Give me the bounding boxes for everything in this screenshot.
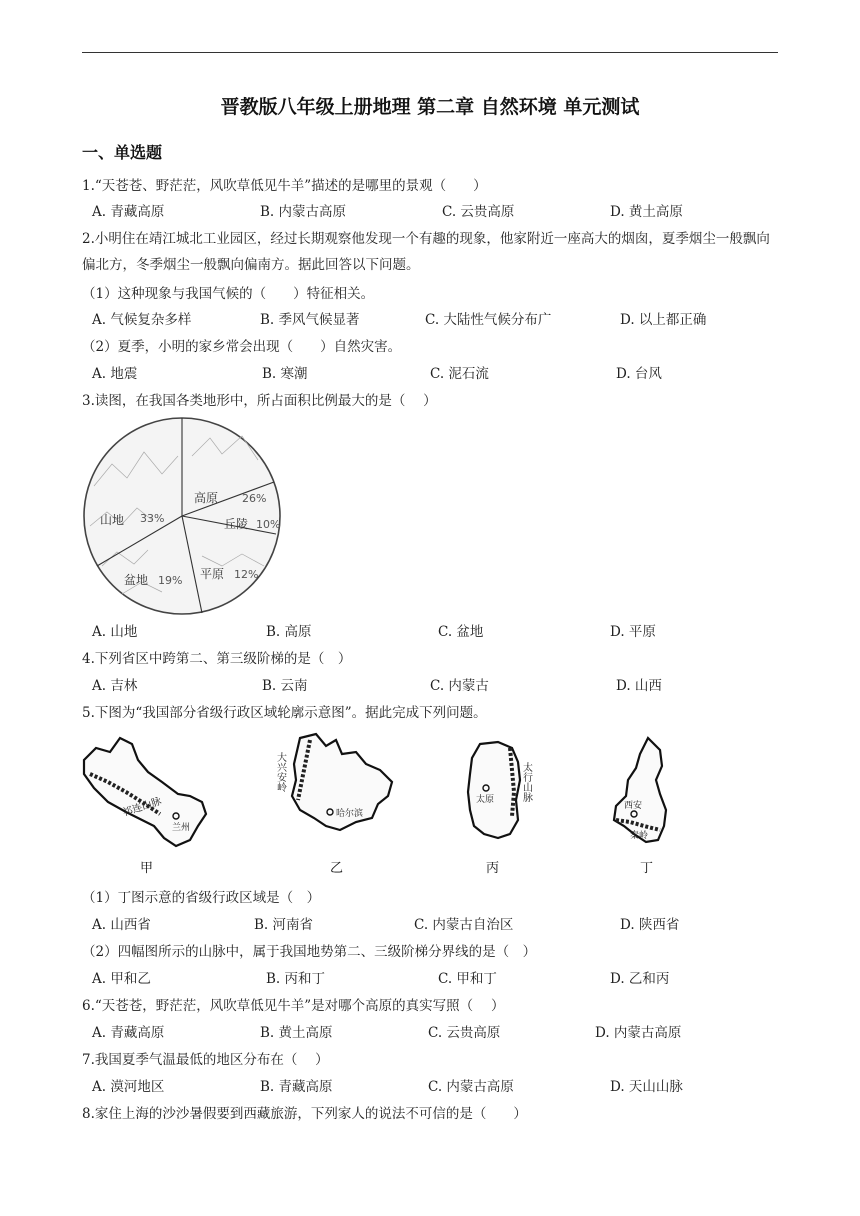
question-3-options <box>92 622 772 642</box>
question-6: 6.“天苍苍，野茫茫，风吹草低见牛羊”是对哪个高原的真实写照（ ） <box>82 998 505 1014</box>
map-mountain-label: 秦岭 <box>630 831 649 841</box>
question-1: 1.“天苍苍、野茫茫，风吹草低见牛羊”描述的是哪里的景观（ ） <box>82 178 487 194</box>
option-d[interactable]: D. 台风 <box>616 366 662 382</box>
map-city-label: 兰州 <box>172 823 191 833</box>
option-a[interactable]: A. 吉林 <box>92 678 138 694</box>
slice-label-basin: 盆地 <box>124 573 149 587</box>
option-d[interactable]: D. 山西 <box>616 678 662 694</box>
option-c[interactable]: C. 云贵高原 <box>428 1025 501 1041</box>
option-d[interactable]: D. 天山山脉 <box>610 1079 683 1095</box>
question-2-sub-2: （2）夏季，小明的家乡常会出现（ ）自然灾害。 <box>82 339 402 355</box>
option-d[interactable]: D. 平原 <box>610 624 656 640</box>
map-caption: 丙 <box>486 861 500 876</box>
option-a[interactable]: A. 青藏高原 <box>92 1025 165 1041</box>
header-rule <box>82 52 778 53</box>
page-title: 晋教版八年级上册地理 第二章 自然环境 单元测试 <box>220 96 640 118</box>
option-c[interactable]: C. 泥石流 <box>430 366 489 382</box>
question-5-sub-1: （1）丁图示意的省级行政区域是（ ） <box>82 890 321 906</box>
map-city-label: 西安 <box>624 801 643 811</box>
option-b[interactable]: B. 季风气候显著 <box>260 312 360 328</box>
map-shanxi <box>440 730 550 880</box>
option-b[interactable]: B. 高原 <box>266 624 312 640</box>
option-a[interactable]: A. 甲和乙 <box>92 971 151 987</box>
option-a[interactable]: A. 山地 <box>92 624 138 640</box>
option-b[interactable]: B. 云南 <box>262 678 308 694</box>
map-caption: 甲 <box>140 861 154 876</box>
question-6-options <box>92 1023 772 1043</box>
slice-value-basin: 19% <box>158 574 183 587</box>
option-d[interactable]: D. 以上都正确 <box>620 312 707 328</box>
question-7: 7.我国夏季气温最低的地区分布在（ ） <box>82 1052 329 1068</box>
option-b[interactable]: B. 寒潮 <box>262 366 308 382</box>
slice-label-plain: 平原 <box>200 567 225 581</box>
option-c[interactable]: C. 云贵高原 <box>442 204 515 220</box>
map-caption: 丁 <box>640 861 654 876</box>
question-2-sub-1-options <box>92 310 772 330</box>
slice-value-plain: 12% <box>234 568 259 581</box>
option-a[interactable]: A. 地震 <box>92 366 138 382</box>
question-5-sub-2-options <box>92 969 772 989</box>
section-heading: 一、单选题 <box>82 143 163 162</box>
question-3: 3.读图，在我国各类地形中，所占面积比例最大的是（ ） <box>82 393 437 409</box>
option-c[interactable]: C. 内蒙古自治区 <box>414 917 514 933</box>
option-b[interactable]: B. 河南省 <box>254 917 314 933</box>
terrain-proportion-figure <box>82 416 282 616</box>
slice-label-mountain: 山地 <box>100 513 125 527</box>
option-d[interactable]: D. 陕西省 <box>620 917 680 933</box>
map-gansu <box>80 730 215 880</box>
option-a[interactable]: A. 气候复杂多样 <box>92 312 192 328</box>
option-b[interactable]: B. 丙和丁 <box>266 971 326 987</box>
question-1-options <box>92 202 772 222</box>
map-mountain-label: 大兴安岭 <box>274 752 286 792</box>
question-2-sub-2-options <box>92 364 772 384</box>
option-c[interactable]: C. 盆地 <box>438 624 484 640</box>
map-city-label: 太原 <box>476 795 495 805</box>
slice-label-plateau: 高原 <box>194 491 219 505</box>
question-4: 4.下列省区中跨第二、第三级阶梯的是（ ） <box>82 651 352 667</box>
question-5: 5.下图为“我国部分省级行政区域轮廓示意图”。据此完成下列问题。 <box>82 705 487 721</box>
question-8: 8.家住上海的沙沙暑假要到西藏旅游，下列家人的说法不可信的是（ ） <box>82 1106 527 1122</box>
option-a[interactable]: A. 漠河地区 <box>92 1079 165 1095</box>
question-5-sub-2: （2）四幅图所示的山脉中，属于我国地势第二、三级阶梯分界线的是（ ） <box>82 944 537 960</box>
question-2-sub-1: （1）这种现象与我国气候的（ ）特征相关。 <box>82 286 375 302</box>
question-5-sub-1-options <box>92 915 772 935</box>
option-b[interactable]: B. 内蒙古高原 <box>260 204 347 220</box>
option-a[interactable]: A. 青藏高原 <box>92 204 165 220</box>
map-mountain-label: 祁连山脉 <box>121 796 163 819</box>
slice-value-plateau: 26% <box>242 492 267 505</box>
question-2: 2.小明住在靖江城北工业园区，经过长期观察他发现一个有趣的现象，他家附近一座高大的烟囱，夏季烟尘一般飘向偏北方，冬季烟尘一般飘向偏南方。据此回答以下问题。 <box>82 231 770 273</box>
map-city-label: 哈尔滨 <box>336 809 364 819</box>
option-b[interactable]: B. 黄土高原 <box>260 1025 333 1041</box>
option-b[interactable]: B. 青藏高原 <box>260 1079 333 1095</box>
slice-value-hills: 10% <box>256 518 281 531</box>
option-d[interactable]: D. 乙和丙 <box>610 971 670 987</box>
option-a[interactable]: A. 山西省 <box>92 917 151 933</box>
question-7-options <box>92 1077 772 1097</box>
slice-value-mountain: 33% <box>140 512 165 525</box>
option-d[interactable]: D. 黄土高原 <box>610 204 683 220</box>
option-c[interactable]: C. 甲和丁 <box>438 971 497 987</box>
map-shaanxi <box>600 730 700 880</box>
map-mountain-label: 太行山脉 <box>520 762 532 802</box>
option-c[interactable]: C. 内蒙古 <box>430 678 489 694</box>
slice-label-hills: 丘陵 <box>224 517 249 531</box>
question-4-options <box>92 676 772 696</box>
map-caption: 乙 <box>330 861 344 876</box>
option-c[interactable]: C. 大陆性气候分布广 <box>425 312 552 328</box>
option-c[interactable]: C. 内蒙古高原 <box>428 1079 514 1095</box>
option-d[interactable]: D. 内蒙古高原 <box>595 1025 682 1041</box>
map-heilongjiang <box>270 730 405 880</box>
